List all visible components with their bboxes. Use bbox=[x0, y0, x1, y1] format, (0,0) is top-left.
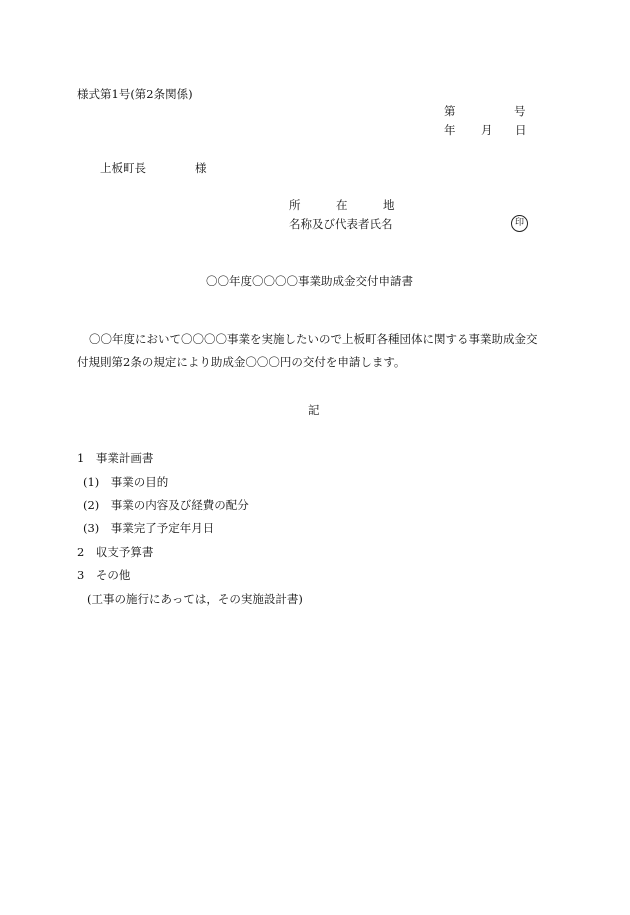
body-line-1: 〇〇年度において〇〇〇〇事業を実施したいので上板町各種団体に関する事業助成金交 bbox=[89, 332, 538, 346]
seal-mark-icon: 印 bbox=[511, 215, 528, 232]
list-item-3: 3 その他 bbox=[77, 568, 131, 582]
number-go-label: 号 bbox=[514, 104, 526, 118]
list-item-2: 2 収支予算書 bbox=[77, 545, 154, 559]
body-line-2: 付規則第2条の規定により助成金〇〇〇円の交付を申請します。 bbox=[77, 355, 406, 369]
date-year-label: 年 bbox=[444, 123, 456, 137]
addressee-name: 上板町長 bbox=[100, 161, 146, 175]
address-label-char-2: 在 bbox=[336, 198, 348, 212]
address-label-char-1: 所 bbox=[289, 198, 301, 212]
ki-marker: 記 bbox=[308, 403, 320, 417]
addressee-honorific: 様 bbox=[195, 161, 207, 175]
representative-name-label: 名称及び代表者氏名 bbox=[289, 217, 393, 231]
date-month-label: 月 bbox=[481, 123, 493, 137]
list-subitem-1-2: (2) 事業の内容及び経費の配分 bbox=[83, 498, 249, 512]
list-subitem-1-1: (1) 事業の目的 bbox=[83, 475, 169, 489]
list-item-3-note: (工事の施行にあっては，その実施設計書) bbox=[87, 592, 303, 606]
date-day-label: 日 bbox=[515, 123, 527, 137]
document-title: 〇〇年度〇〇〇〇事業助成金交付申請書 bbox=[206, 274, 413, 288]
list-item-1: 1 事業計画書 bbox=[77, 451, 154, 465]
form-number: 様式第1号(第2条関係) bbox=[77, 87, 193, 101]
list-subitem-1-3: (3) 事業完了予定年月日 bbox=[83, 521, 215, 535]
number-dai-label: 第 bbox=[444, 104, 456, 118]
address-label-char-3: 地 bbox=[383, 198, 395, 212]
